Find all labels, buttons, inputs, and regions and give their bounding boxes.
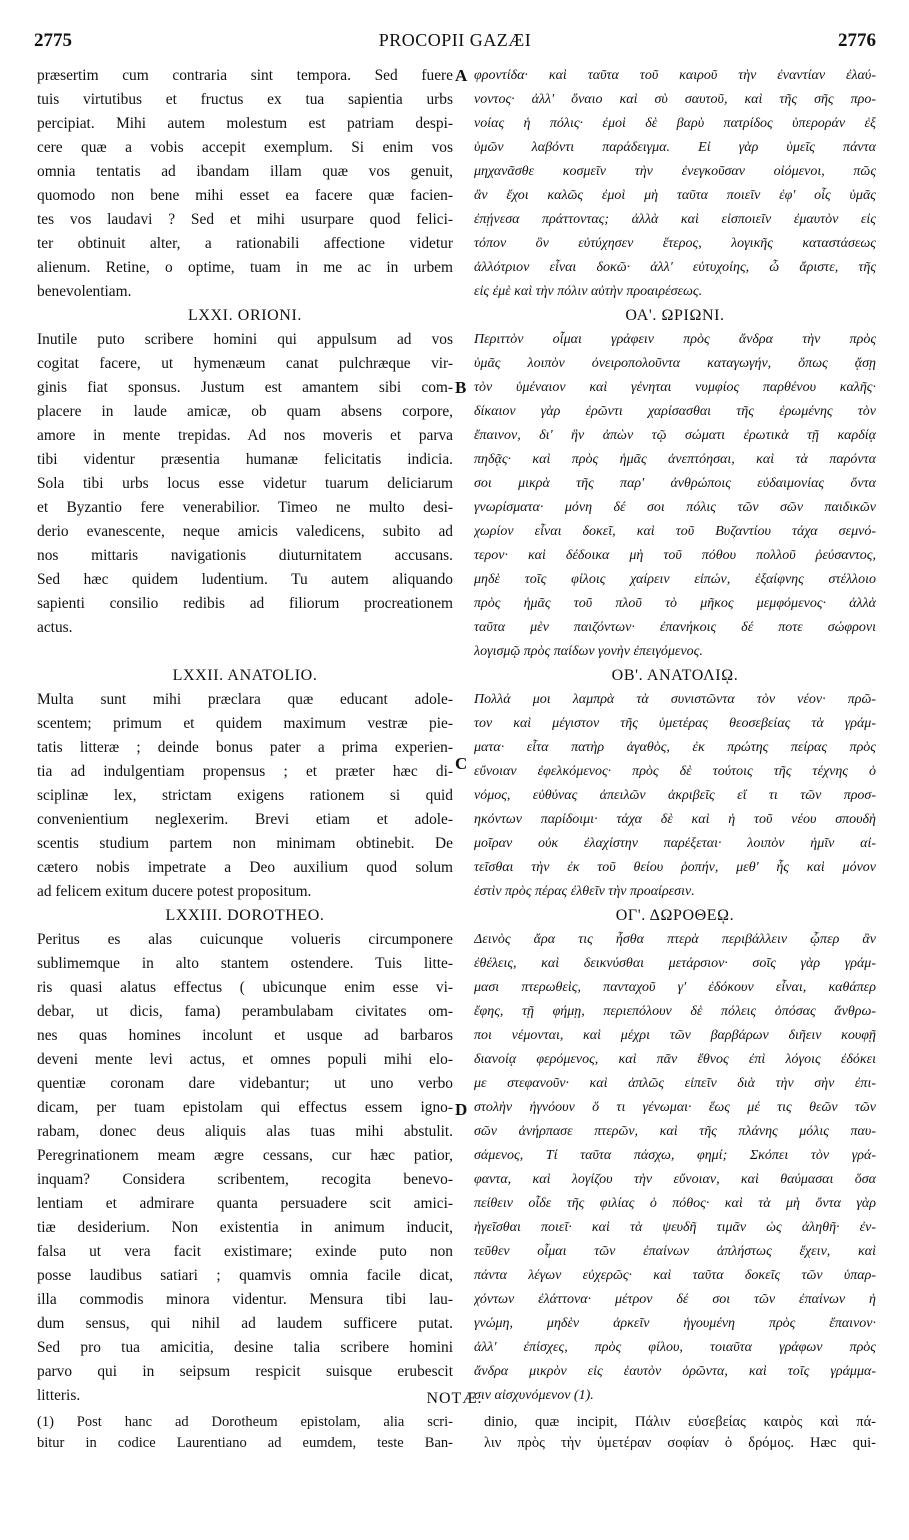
text-line: amore in mente trepidas. Ad nos moveris et parva xyxy=(37,427,453,444)
text-line: φαντα, καὶ λογίζου τὴν εὔνοιαν, καὶ θαύμασαι ὅσα xyxy=(474,1172,876,1187)
text-line: dicam, per tuam epistolam qui effectus essem igno- xyxy=(37,1099,453,1116)
margin-marker-a: A xyxy=(455,66,468,85)
text-line: tatis litteræ ; deinde bonus pater a prima experien- xyxy=(37,739,453,756)
text-line: τόπον ὃν εὐτύχησεν ἕτερος, λογικῆς καταστάσεως xyxy=(474,236,876,251)
text-line: ὑμᾶς λοιπὸν ὀνειροπολοῦντα καταγωγήν, ὅπως ᾄσῃ xyxy=(474,356,876,371)
text-line: ματα· εἶτα πατὴρ ἀγαθὸς, ἐκ πρώτης πείρας πρὸς xyxy=(474,740,876,755)
text-line: convenientium neglexerim. Brevi etiam et adole- xyxy=(37,811,453,828)
margin-marker-b: B xyxy=(455,378,467,397)
text-line: ter obtinuit alter, a rationabili affectione videtur xyxy=(37,235,453,252)
text-line: τον καὶ μέγιστον τῆς ὑμετέρας θεοσεβείας τὰ γράμ- xyxy=(474,716,876,731)
text-line: placere in laude amicæ, ob quam absens corpore, xyxy=(37,403,453,420)
text-line: Sed hæc quidem ludentium. Tu autem aliquando xyxy=(37,571,453,588)
text-line: ris quasi alatus effectus ( ubicunque enim esse vi- xyxy=(37,979,453,996)
text-line: ginis fiat sponsus. Justum est amantem sibi com- xyxy=(37,379,453,396)
text-line: ἐστὶν πρὸς πέρας ἐλθεῖν τὴν προαίρεσιν. xyxy=(474,884,695,899)
text-line: σῶν ἀνήρπασε πτερῶν, καὶ τῆς πλάνης μόλις παυ- xyxy=(474,1124,876,1139)
text-line: ἀλλότριον εἶναι δοκῶ· ἀλλ' εὐτυχοίης, ὦ ἄριστε, τῆς xyxy=(474,260,876,275)
greek-column xyxy=(474,64,876,1408)
letter-title: ΟΓ'. ΔΩΡΟΘΕῼ. xyxy=(615,907,735,924)
text-line: posse laudibus satiari ; quamvis omnia facile dicat, xyxy=(37,1267,453,1284)
margin-marker-d: D xyxy=(455,1100,468,1119)
text-line: μηχανᾶσθε κοσμεῖν τὴν ἐνεγκοῦσαν οἰόμενοι, πῶς xyxy=(474,164,876,179)
text-line: parvo qui in seipsum respicit suisque erubescit xyxy=(37,1363,453,1380)
text-line: με στεφανοῦν· καὶ ἁπλῶς εἰπεῖν διὰ τὴν σὴν ἐπι- xyxy=(474,1076,876,1091)
text-line: χωρίον εἶναι δοκεῖ, καὶ τοῦ Βυζαντίου τάχα σεμνό- xyxy=(474,524,876,539)
text-line: λογισμῷ πρὸς παίδων γονὴν ἐπειγόμενος. xyxy=(474,644,703,659)
text-line: sapienti consilio redibis ad filiorum procreationem xyxy=(37,595,453,612)
text-line: Πολλά μοι λαμπρὰ τὰ συνιστῶντα τὸν νέον· πρῶ- xyxy=(474,692,876,707)
text-line: ἔπαινον, δι' ἣν ἀπὼν τῷ σώματι ἐρωτικὰ τῇ καρδίᾳ xyxy=(474,428,876,443)
text-line: quomodo non bene mihi esset ea facere quæ facien- xyxy=(37,187,453,204)
latin-column xyxy=(37,64,453,1408)
text-line: ὑμῶν λαβόντι παράδειγμα. Εἰ γὰρ ὑμεῖς πάντα xyxy=(474,140,876,155)
text-line: τὸν ὑμέναιον καὶ γένηται νυμφίος παρθένου καλῆς· xyxy=(474,380,876,395)
text-line: δίκαιον γὰρ ἐρῶντι χαρίσασθαι τῆς ἐρωμένης τὸν xyxy=(474,404,876,419)
letter-title: ΟΑ'. ΩΡΙΩΝΙ. xyxy=(625,307,725,324)
letter-title: LXXIII. DOROTHEO. xyxy=(165,907,325,924)
text-line: tuis virtutibus et fructus ex tua sapientia urbs xyxy=(37,91,453,108)
note-line: dinio, quæ incipit, Πάλιν εὐσεβείας καιρὸς καὶ πά- xyxy=(484,1414,876,1430)
text-line: ἔφης, τῇ φήμῃ, περιεπόλουν δὲ πόλεις ὁπόσας ἄνθρω- xyxy=(474,1004,876,1019)
text-line: τεῦθεν οἶμαι τῶν ἐπαίνων ἀπλήστως ἔχειν, καὶ xyxy=(474,1244,876,1259)
text-line: μοῖραν οὐκ ἐλαχίστην παρέξεται· λοιπὸν ἡμῖν αἰ- xyxy=(474,836,876,851)
note-line: λιν πρὸς τὴν ὑμετέραν σοφίαν ὁ δρόμος. Hæc qui- xyxy=(484,1435,876,1451)
text-line: Inutile puto scribere homini qui appulsum ad vos xyxy=(37,331,453,348)
text-line: debar, ut dicis, fama) perambulabam civitates om- xyxy=(37,1003,453,1020)
note-line: (1) Post hanc ad Dorotheum epistolam, alia scri- xyxy=(37,1414,453,1430)
text-line: sciplinæ lex, strictam exigens rationem si quid xyxy=(37,787,453,804)
text-line: ἐθέλεις, καὶ δεικνύσθαι μετάρσιον· σοῖς γὰρ γράμ- xyxy=(474,956,876,971)
text-line: actus. xyxy=(37,619,73,636)
text-line: percipiat. Mihi autem molestum est patriam despi- xyxy=(37,115,453,132)
text-line: nos mittaris navigationis diuturnitatem accusans. xyxy=(37,547,453,564)
text-line: rabam, donec deus aliquis alas tuas mihi abstulit. xyxy=(37,1123,453,1140)
text-line: scentis studium partem non minimam obtinebit. De xyxy=(37,835,453,852)
text-line: Peregrinationem meam ægre cessans, cur hæc patior, xyxy=(37,1147,453,1164)
text-line: scentem; primum et quidem maximum vestræ pie- xyxy=(37,715,453,732)
text-line: illa commodis minora videntur. Mensura tibi lau- xyxy=(37,1291,453,1308)
text-line: εἰς ἐμὲ καὶ τὴν πόλιν αὐτὴν προαιρέσεως. xyxy=(474,284,703,299)
page-header xyxy=(34,30,876,56)
text-line: μηδὲ τοῖς φίλοις χαίρειν εἰπών, ἐξαίφνης στέλλοιο xyxy=(474,572,876,587)
text-line: χόντων ἐλάττονα· μέτρον δέ σοι τῶν ἐπαίνων ἡ xyxy=(474,1292,876,1307)
text-line: inquam? Considera scribentem, recogita benevo- xyxy=(37,1171,453,1188)
text-line: φροντίδα· καὶ ταῦτα τοῦ καιροῦ τὴν ἐναντίαν ἐλαύ- xyxy=(474,68,876,83)
text-line: ἄνδρα μικρὸν εἰς ἑαυτὸν ὁρῶντα, καὶ τοῖς γράμμα- xyxy=(474,1364,876,1379)
text-line: πηδᾷς· καὶ πρὸς ἡμᾶς ἀνεπτόησαι, καὶ τὰ παρόντα xyxy=(474,452,876,467)
text-line: Δεινὸς ἄρα τις ἦσθα πτερὰ περιβάλλειν ᾧπερ ἂν xyxy=(474,932,876,947)
text-line: derio evanescente, neque amicis valedicens, subito ad xyxy=(37,523,453,540)
text-line: διανοίᾳ φερόμενος, καὶ πᾶν ἔθνος ἐπὶ λόγοις ἐδόκει xyxy=(474,1052,876,1067)
text-line: πρὸς ἡμᾶς τοῦ πλοῦ τὸ μῆκος μεμφόμενος· ἀλλὰ xyxy=(474,596,876,611)
text-line: nes quas homines incolunt et usque ad barbaros xyxy=(37,1027,453,1044)
text-line: γνωρίσματα· μόνη δέ σοι πόλις τῶν σῶν παιδικῶν xyxy=(474,500,876,515)
text-line: Peritus es alas cuicunque volueris circumponere xyxy=(37,931,453,948)
text-line: falsa ut vera facit existimare; exinde puto non xyxy=(37,1243,453,1260)
footnote-left xyxy=(37,1412,453,1454)
text-line: νοντος· ἀλλ' ὄναιο καὶ σὺ σαυτοῦ, καὶ τῆς σῆς προ- xyxy=(474,92,876,107)
text-line: ηκόντων παρίδοιμι· τάχα δὲ καὶ ἡ τοῦ νέου σπουδὴ xyxy=(474,812,876,827)
text-line: et Byzantio fere venerabilior. Timeo ne multo desi- xyxy=(37,499,453,516)
text-line: τεῖσθαι τὴν ἐκ τοῦ θείου ῥοπήν, μεθ' ἧς καὶ μόνον xyxy=(474,860,876,875)
text-line: ad felicem exitum ducere potest propositum. xyxy=(37,883,312,900)
footnote-right xyxy=(484,1412,876,1454)
text-line: τερον· καὶ δέδοικα μὴ τοῦ πόθου πολλοῦ ῥεύσαντος, xyxy=(474,548,876,563)
text-line: litteris. xyxy=(37,1387,81,1404)
text-line: tibi videntur præsentia humanæ felicitatis indicia. xyxy=(37,451,453,468)
text-line: Sed pro tua amicitia, desine talia scribere homini xyxy=(37,1339,453,1356)
text-line: ἀλλ' ἐπίσχες, πρὸς φίλου, τοιαῦτα γράφων πρὸς xyxy=(474,1340,876,1355)
text-line: πείθειν οἶδε τῆς φιλίας ὁ πόθος· καὶ τὰ μὴ ὄντα γὰρ xyxy=(474,1196,876,1211)
note-line: bitur in codice Laurentiano ad eumdem, teste Ban- xyxy=(37,1435,453,1451)
page-number-right: 2776 xyxy=(838,30,876,51)
text-line: νόμος, εὐθύνας ἀπειλῶν ἀκριβεῖς εἴ τι τῶν προσ- xyxy=(474,788,876,803)
blank-line xyxy=(37,640,453,664)
text-line: εὔνοιαν ἐφελκόμενος· πρὸς δὲ τούτοις τῆς τέχνης ὁ xyxy=(474,764,876,779)
page-number-left: 2775 xyxy=(34,30,72,51)
text-line: ταῦτα μὲν παιζόντων· ἐπανήκοις δέ ποτε σώφρονι xyxy=(474,620,876,635)
text-line: γνώμη, μηδὲν ἀρκεῖν ἡγουμένη πρὸς ἔπαινον· xyxy=(474,1316,876,1331)
text-line: σοι μικρὰ τῆς παρ' ἀνθρώποις εὐδαιμονίας ὄντα xyxy=(474,476,876,491)
text-line: tes vos laudavi ? Sed et mihi usurpare quod felici- xyxy=(37,211,453,228)
text-line: quentiæ coronam dare videbantur; ut uno verbo xyxy=(37,1075,453,1092)
text-line: πάντα λέγων εὐχερῶς· καὶ ταῦτα δοκεῖς τῶν ὑπαρ- xyxy=(474,1268,876,1283)
text-line: præsertim cum contraria sint tempora. Sed fuere xyxy=(37,67,453,84)
text-line: Sola tibi urbs locus esse videtur tuarum deliciarum xyxy=(37,475,453,492)
letter-title: LXXII. ANATOLIO. xyxy=(172,667,318,684)
letter-title: ΟΒ'. ΑΝΑΤΟΛΙῼ. xyxy=(611,667,739,684)
text-line: Περιττὸν οἶμαι γράφειν πρὸς ἄνδρα τὴν πρὸς xyxy=(474,332,876,347)
text-line: lentiam et admirare quanta persuadere scit amici- xyxy=(37,1195,453,1212)
text-line: Multa sunt mihi præclara quæ educant adole- xyxy=(37,691,453,708)
running-title: PROCOPII GAZÆI xyxy=(378,30,532,50)
text-line: ἂν ἔχοι καλῶς ἐμοὶ μὴ ταῦτα ποιεῖν ἐφ' οἷς ὑμᾶς xyxy=(474,188,876,203)
text-line: dum sensus, qui nihil ad laudem sufficere putat. xyxy=(37,1315,453,1332)
text-line: cætero nobis impetrate a Deo auxilium quod solum xyxy=(37,859,453,876)
text-line: ποι νέμονται, καὶ μέχρι τῶν βαρβάρων διῆειν κουφῇ xyxy=(474,1028,876,1043)
letter-title: LXXI. ORIONI. xyxy=(187,307,302,324)
text-line: νοίας ἡ πόλις· ἐμοὶ δὲ βαρὺ πατρίδος ὑπεροράν ἐξ xyxy=(474,116,876,131)
text-line: σιν αἰσχυνόμενον (1). xyxy=(474,1388,594,1403)
text-line: cere quæ a vobis accepit exemplum. Si enim vos xyxy=(37,139,453,156)
text-line: σάμενος, Τί ταῦτα πάσχω, φημί; Σκόπει τὸν γρά- xyxy=(474,1148,876,1163)
text-line: στολὴν ἠγνόουν ὅ τι γένωμαι· ἕως μέ τις θεῶν τῶν xyxy=(474,1100,876,1115)
text-line: tiæ desiderium. Non existentia in animum inducit, xyxy=(37,1219,453,1236)
margin-marker-c: C xyxy=(455,754,468,773)
text-line: alienum. Retine, o optime, tuam in me ac in urbem xyxy=(37,259,453,276)
text-line: sublimemque in alto stantem ostendere. Tuis litte- xyxy=(37,955,453,972)
text-line: ἐπῄνεσα πράττοντας; ἀλλὰ καὶ εἰσποιεῖν ἐμαυτὸν εἰς xyxy=(474,212,876,227)
notes-heading: NOTÆ. xyxy=(426,1390,483,1407)
text-line: ἡγεῖσθαι ποιεῖ· καὶ τὰ ψευδῆ τιμᾶν ὡς ἀληθῆ· ἐν- xyxy=(474,1220,876,1235)
text-line: benevolentiam. xyxy=(37,283,132,300)
text-line: deveni mente levi actus, et omnes populi mihi elo- xyxy=(37,1051,453,1068)
text-line: μασι πτερωθεὶς, πανταχοῦ γ' ἐδόκουν εἶναι, καθάπερ xyxy=(474,980,876,995)
text-line: cogitat facere, ut hymenæum canat pulchræque vir- xyxy=(37,355,453,372)
text-line: tia ad indulgentiam propensus ; et præter hæc di- xyxy=(37,763,453,780)
text-line: omnia tentatis ad ibandam illam quæ vos genuit, xyxy=(37,163,453,180)
